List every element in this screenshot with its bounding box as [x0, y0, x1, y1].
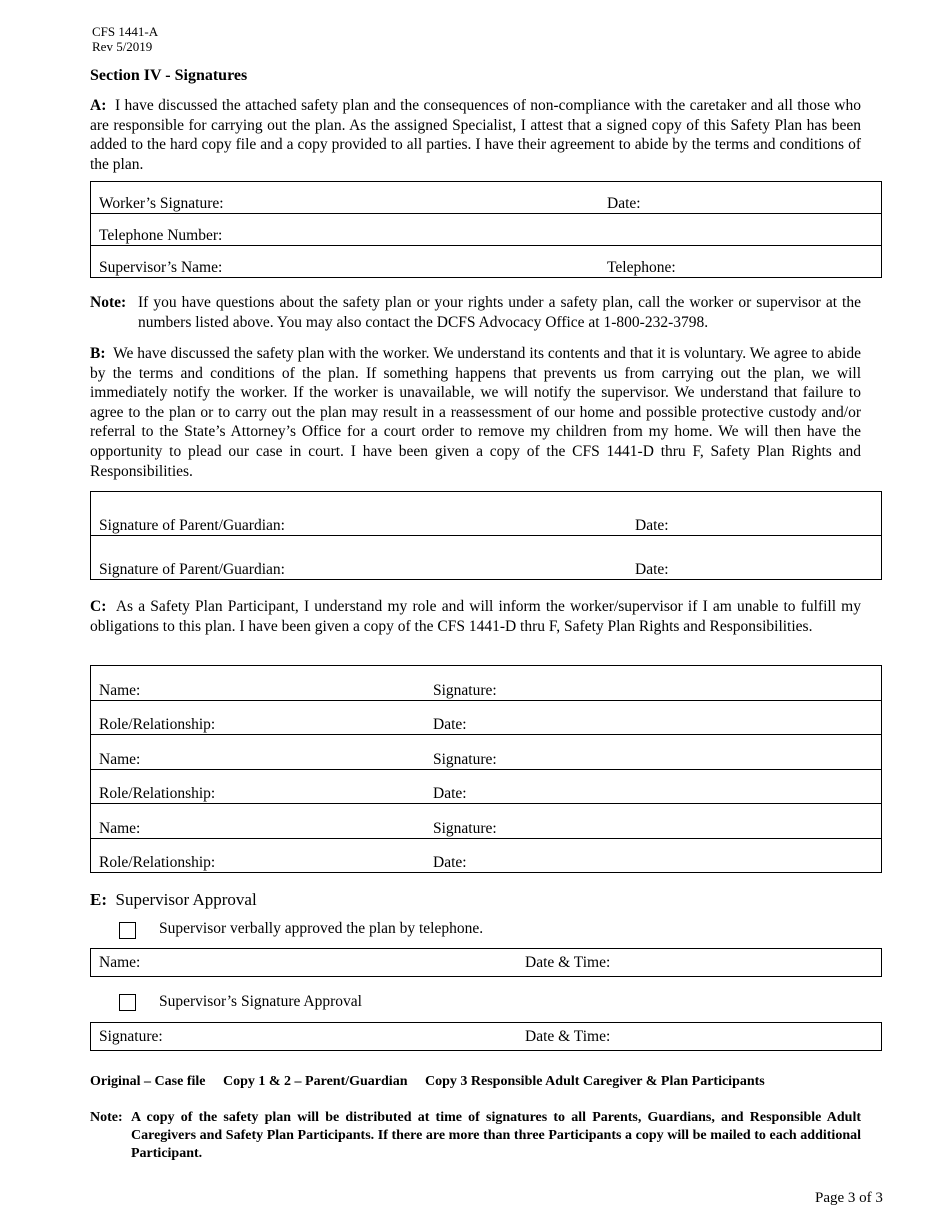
distribution-original: Original – Case file [90, 1074, 206, 1089]
participant-row [91, 735, 882, 770]
parent-signature-2-field[interactable]: Signature of Parent/Guardian: [91, 536, 628, 580]
participant-role-field[interactable]: Role/Relationship: [91, 701, 426, 735]
note2-label: Note: [90, 1110, 123, 1125]
form-number: CFS 1441-A [92, 24, 159, 39]
supervisor-telephone-field[interactable]: Telephone: [599, 246, 882, 278]
participant-date-field[interactable]: Date: [425, 701, 882, 735]
parent-signature-1-field[interactable]: Signature of Parent/Guardian: [99, 517, 285, 534]
note2-text: A copy of the safety plan will be distributed at time of signatures to all Parents, Guardians, and Responsible Adult Caregivers and Safety Plan Participants. If there are more than three Participants a copy will be mailed to each additional Participant. [131, 1110, 861, 1161]
participant-row [91, 666, 882, 701]
verbal-name-field[interactable]: Name: [99, 953, 141, 971]
part-b-paragraph [90, 344, 861, 481]
participant-row [91, 701, 882, 735]
note-advocacy [90, 293, 861, 332]
participant-name-field[interactable]: Name: [99, 682, 141, 699]
participant-signature-field[interactable]: Signature: [433, 682, 497, 699]
worker-signature-field[interactable]: Worker’s Signature: [99, 195, 224, 212]
supervisor-signature-field[interactable]: Signature: [99, 1027, 163, 1045]
supervisor-datetime-field[interactable]: Date & Time: [525, 1027, 611, 1045]
participant-name-field[interactable]: Name: [91, 735, 426, 770]
participants-table [90, 665, 882, 873]
participant-row [91, 804, 882, 839]
form-id-block [92, 24, 158, 54]
note-text: If you have questions about the safety plan or your rights under a safety plan, call the worker or supervisor at the numbers listed above. You may also contact the DCFS Advocacy Office at 1-800-232-3798. [138, 294, 861, 331]
form-revision: Rev 5/2019 [92, 39, 153, 54]
participant-name-field[interactable]: Name: [91, 804, 426, 839]
participant-date-field[interactable]: Date: [425, 770, 882, 804]
participant-role-field[interactable]: Role/Relationship: [91, 839, 426, 873]
signature-approval-table [90, 1022, 882, 1051]
supervisor-name-field[interactable]: Supervisor’s Name: [91, 246, 600, 278]
participant-row [91, 770, 882, 804]
signature-approval-label: Supervisor’s Signature Approval [159, 993, 362, 1010]
verbal-approval-checkbox[interactable] [119, 922, 136, 939]
part-b-label: B: [90, 345, 106, 362]
part-c-text: As a Safety Plan Participant, I understand my role and will inform the worker/supervisor if I am unable to fulfill my obligations to this plan. I have been given a copy of the CFS 1441-D thru F, Safety Plan Rights and Responsibilities. [90, 598, 861, 635]
participant-signature-field[interactable]: Signature: [425, 735, 882, 770]
verbal-approval-table [90, 948, 882, 977]
participant-date-field[interactable]: Date: [425, 839, 882, 873]
note-distribution [90, 1109, 861, 1163]
distribution-copy12: Copy 1 & 2 – Parent/Guardian [223, 1074, 408, 1089]
section-title: Section IV - Signatures [90, 67, 248, 84]
participant-row [91, 839, 882, 873]
part-b-text: We have discussed the safety plan with the worker. We understand its contents and that it is voluntary. We agree to abide by the terms and conditions of the plan. If something happens that prevents us from carrying out the plan, we will immediately notify the worker. If the worker is unavailable, we will notify the supervisor. We understand that failure to agree to the plan or to carry out the plan may result in a reassessment of our home and possible protective custody and/or referral to the State’s Attorney’s Office for a court order to remove my children from my home. We will then have the opportunity to plead our case in court. I have been given a copy of the CFS 1441-D thru F, Safety Plan Rights and Responsibilities. [90, 345, 861, 480]
part-c-label: C: [90, 598, 107, 615]
note-label: Note: [90, 294, 127, 311]
parent-date-2-field[interactable]: Date: [627, 536, 882, 580]
supervisor-approval-heading [90, 890, 257, 910]
part-e-title: Supervisor Approval [115, 890, 257, 909]
page-number: Page 3 of 3 [815, 1190, 883, 1206]
telephone-number-field[interactable]: Telephone Number: [91, 214, 882, 246]
part-a-paragraph [90, 96, 861, 174]
worker-info-table [90, 181, 882, 278]
distribution-line [90, 1074, 779, 1090]
worker-date-field[interactable]: Date: [607, 195, 641, 212]
part-e-label: E: [90, 890, 107, 909]
participant-role-field[interactable]: Role/Relationship: [91, 770, 426, 804]
part-c-paragraph [90, 597, 861, 636]
part-a-label: A: [90, 97, 107, 114]
verbal-datetime-field[interactable]: Date & Time: [525, 953, 611, 971]
participant-signature-field[interactable]: Signature: [425, 804, 882, 839]
distribution-copy3: Copy 3 Responsible Adult Caregiver & Plan Participants [424, 1074, 765, 1089]
verbal-approval-label: Supervisor verbally approved the plan by telephone. [159, 920, 484, 937]
parent-date-1-field[interactable]: Date: [635, 517, 669, 534]
signature-approval-checkbox[interactable] [119, 994, 136, 1011]
part-a-text: I have discussed the attached safety plan and the consequences of non-compliance with the caretaker and all those who are responsible for carrying out the plan. As the assigned Specialist, I attest that a signed copy of this Safety Plan has been added to the hard copy file and a copy provided to all parties. I have their agreement to abide by the terms and conditions of the plan. [90, 97, 861, 173]
parent-signature-table [90, 491, 882, 580]
